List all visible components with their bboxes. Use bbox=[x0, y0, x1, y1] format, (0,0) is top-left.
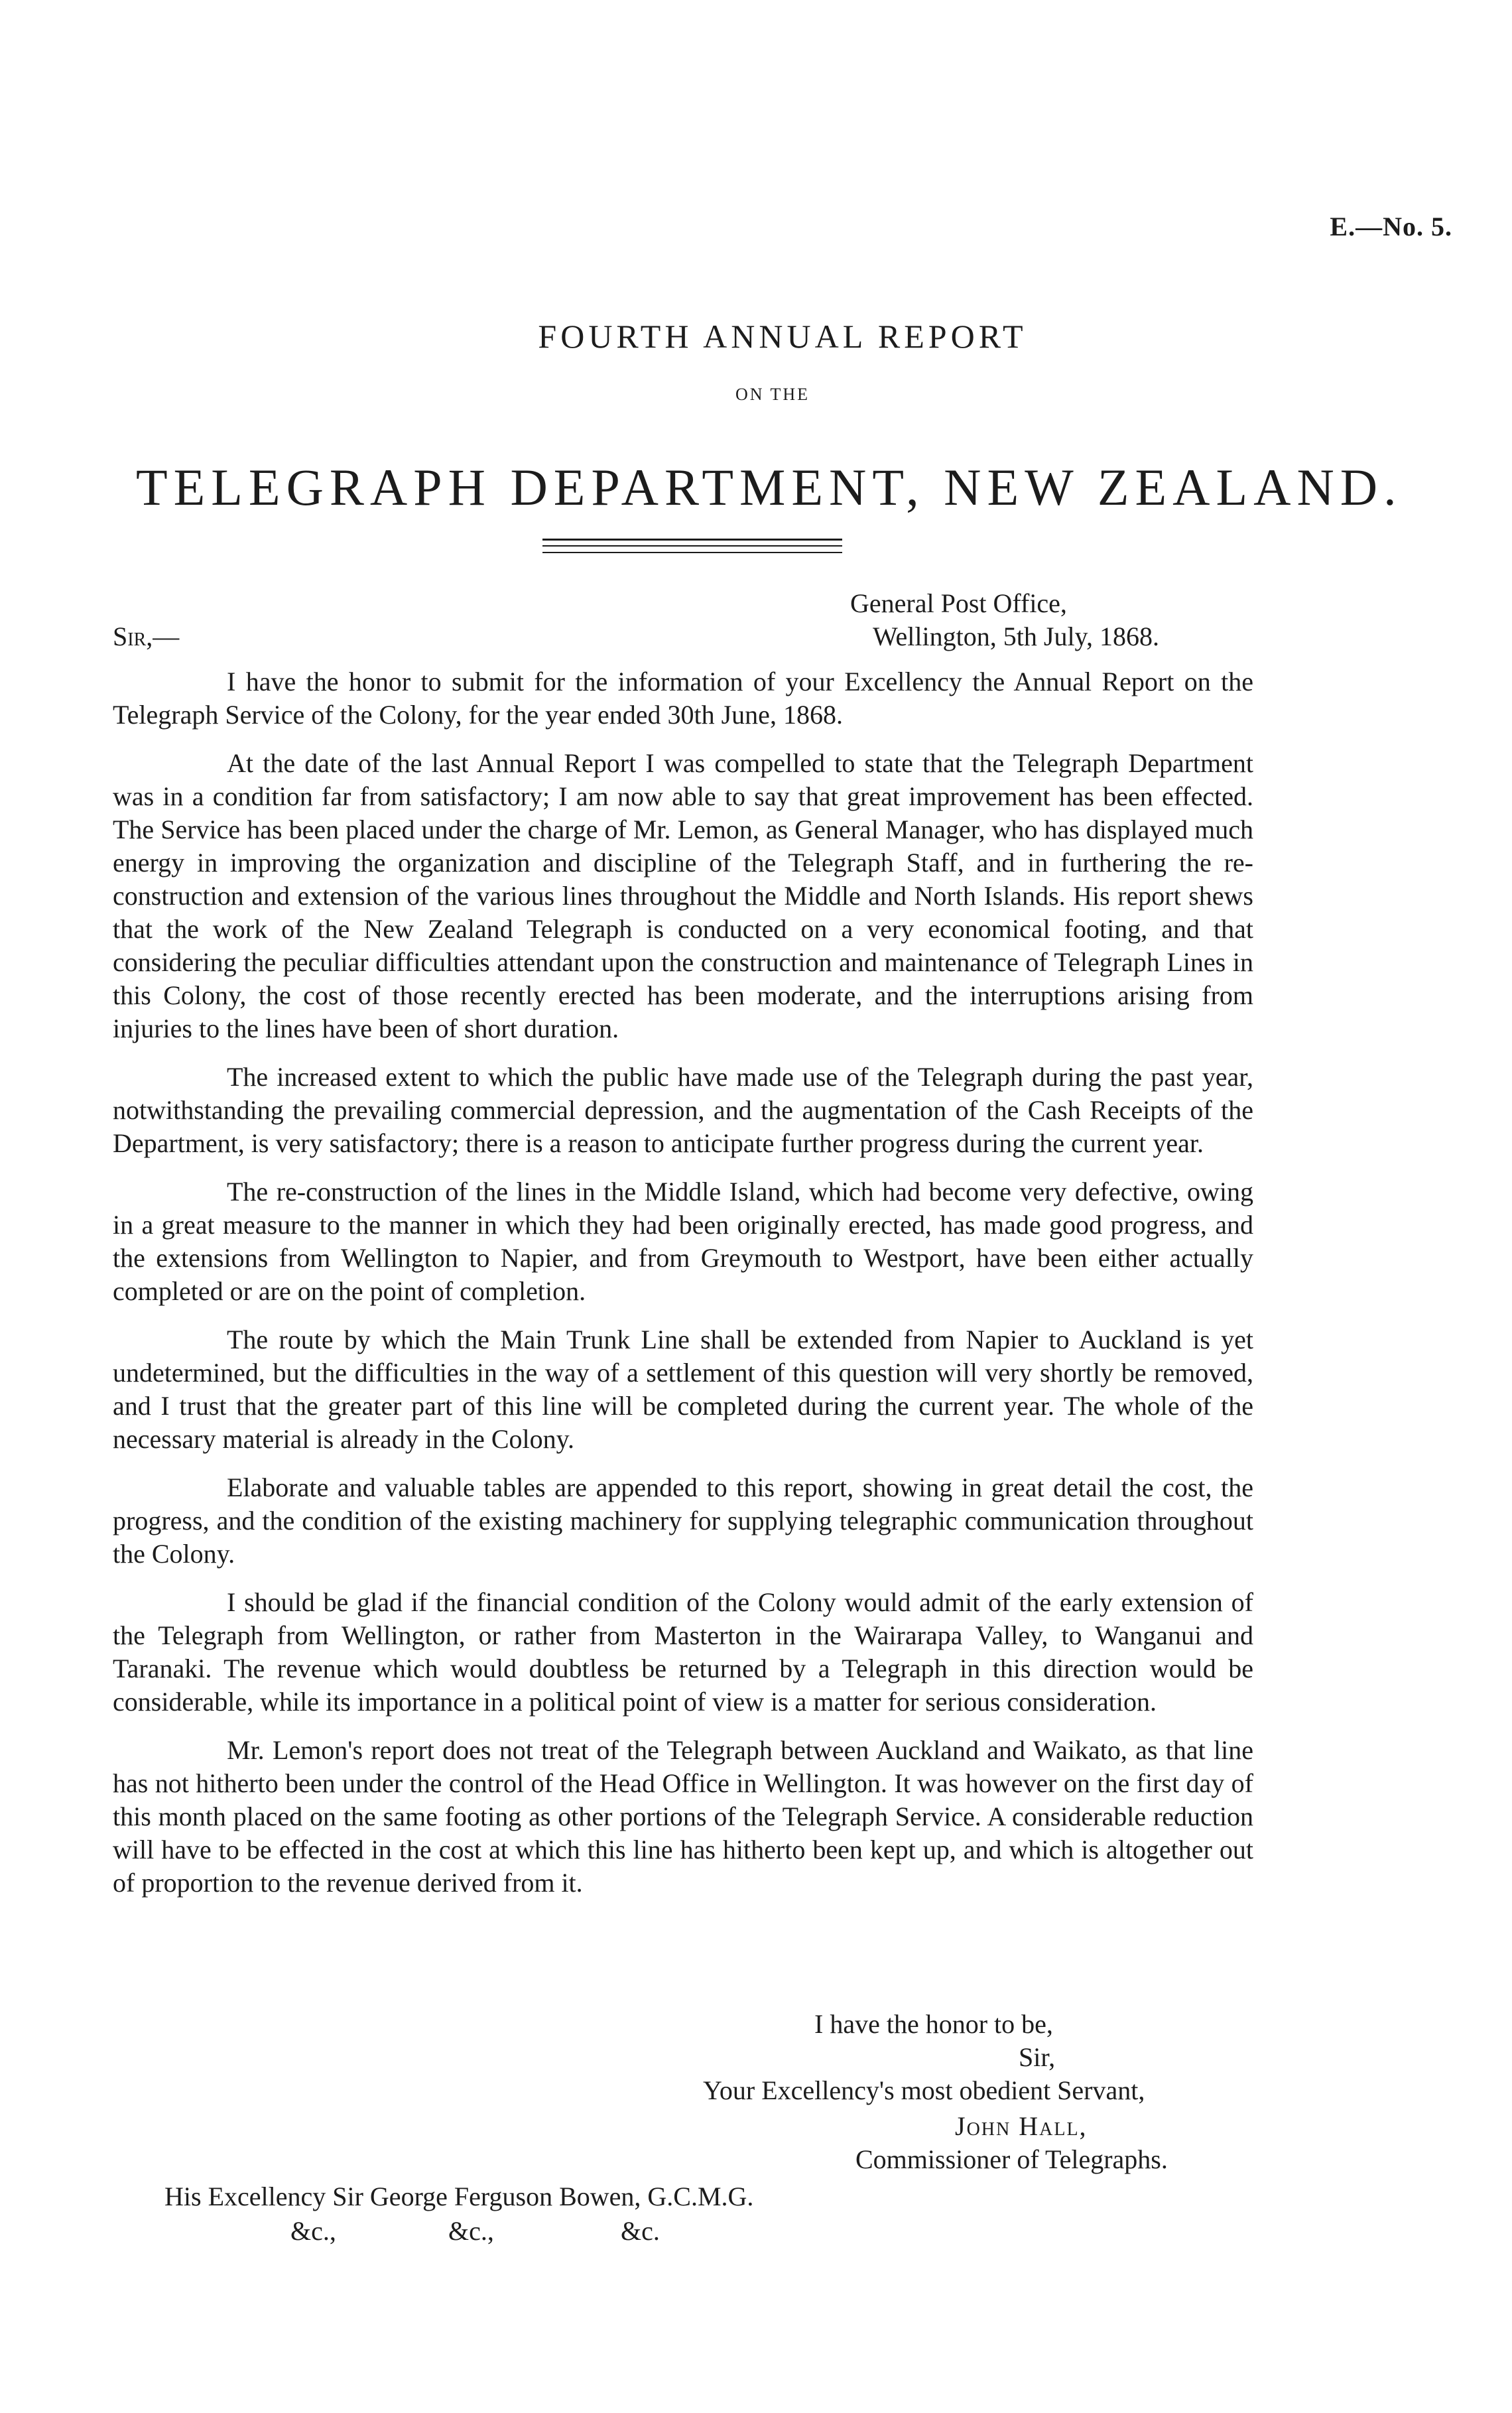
signatory-name: John Hall, bbox=[955, 2111, 1088, 2141]
paragraph: The increased extent to which the public have made use of the Telegraph during the past year, notwithstanding the prevailing commercial depression, and the augmentation of the Cash Receipts of the Department, is very satisfactory; there is a reason to anticipate further progress during the current year. bbox=[113, 1062, 1253, 1158]
paragraph: The re-construction of the lines in the Middle Island, which had become very defective, owing in a great measure to the manner in which they had been originally erected, has made good progress, and the extensions from Wellington to Napier, and from Greymouth to Westport, have been either actually completed or are on the point of completion. bbox=[113, 1177, 1253, 1306]
salutation: Sir,— bbox=[113, 621, 180, 651]
report-subject: TELEGRAPH DEPARTMENT, NEW ZEALAND. bbox=[136, 458, 1403, 516]
paragraph: I should be glad if the financial condition of the Colony would admit of the early extension of the Telegraph from Wellington, or rather from Masterton in the Wairarapa Valley, to Wanganui and Taranaki. The revenue which would doubtless be returned by a Telegraph in this direction would be considerable, while its importance in a political point of view is a matter for serious consideration. bbox=[113, 1587, 1253, 1717]
letter-date: Wellington, 5th July, 1868. bbox=[873, 621, 1159, 651]
title-rule bbox=[542, 545, 842, 547]
sender-address: General Post Office, bbox=[850, 588, 1067, 618]
closing-sir: Sir, bbox=[1019, 2042, 1056, 2072]
paragraph: I have the honor to submit for the information of your Excellency the Annual Report on the Telegraph Service of the Colony, for the year ended 30th June, 1868. bbox=[113, 667, 1253, 730]
paragraph: Elaborate and valuable tables are appended to this report, showing in great detail the cost, the progress, and the condition of the existing machinery for supplying telegraphic communication throughout the Colony. bbox=[113, 1472, 1253, 1569]
paragraph: Mr. Lemon's report does not treat of the Telegraph between Auckland and Waikato, as that line has not hitherto been under the control of the Head Office in Wellington. It was however on the first day of this month placed on the same footing as other portions of the Telegraph Service. A considerable reduction will have to be effected in the cost at which this line has hitherto been kept up, and which is altogether out of proportion to the revenue derived from it. bbox=[113, 1735, 1253, 1898]
letter-body bbox=[113, 665, 1253, 1915]
paragraph: The route by which the Main Trunk Line shall be extended from Napier to Auckland is yet undetermined, but the difficulties in the way of a settlement of this question will very shortly be removed, and I trust that the greater part of this line will be completed during the current year. The whole of the necessary material is already in the Colony. bbox=[113, 1325, 1253, 1454]
addressee: His Excellency Sir George Ferguson Bowen, G.C.M.G. bbox=[164, 2182, 754, 2211]
report-title-connector: ON THE bbox=[735, 385, 810, 404]
etcetera: &c., bbox=[290, 2216, 336, 2246]
closing-servant: Your Excellency's most obedient Servant, bbox=[703, 2075, 1145, 2105]
etcetera: &c., bbox=[448, 2216, 494, 2246]
title-rule bbox=[542, 539, 842, 541]
document-reference: E.—No. 5. bbox=[1330, 212, 1452, 241]
report-title: FOURTH ANNUAL REPORT bbox=[538, 318, 1027, 355]
title-rule bbox=[542, 552, 842, 553]
signatory-title: Commissioner of Telegraphs. bbox=[855, 2144, 1168, 2174]
closing-line: I have the honor to be, bbox=[814, 2009, 1053, 2039]
etcetera: &c. bbox=[621, 2216, 660, 2246]
paragraph: At the date of the last Annual Report I was compelled to state that the Telegraph Department was in a condition far from satisfactory; I am now able to say that great improvement has been effected. The Service has been placed under the charge of Mr. Lemon, as General Manager, who has displayed much energy in improving the organization and discipline of the Telegraph Staff, and in furthering the re-construction and extension of the various lines throughout the Middle and North Islands. His report shews that the work of the New Zealand Telegraph is conducted on a very economical footing, and that considering the peculiar difficulties attendant upon the construction and maintenance of Telegraph Lines in this Colony, the cost of those recently erected has been moderate, and the interruptions arising from injuries to the lines have been of short duration. bbox=[113, 748, 1253, 1043]
